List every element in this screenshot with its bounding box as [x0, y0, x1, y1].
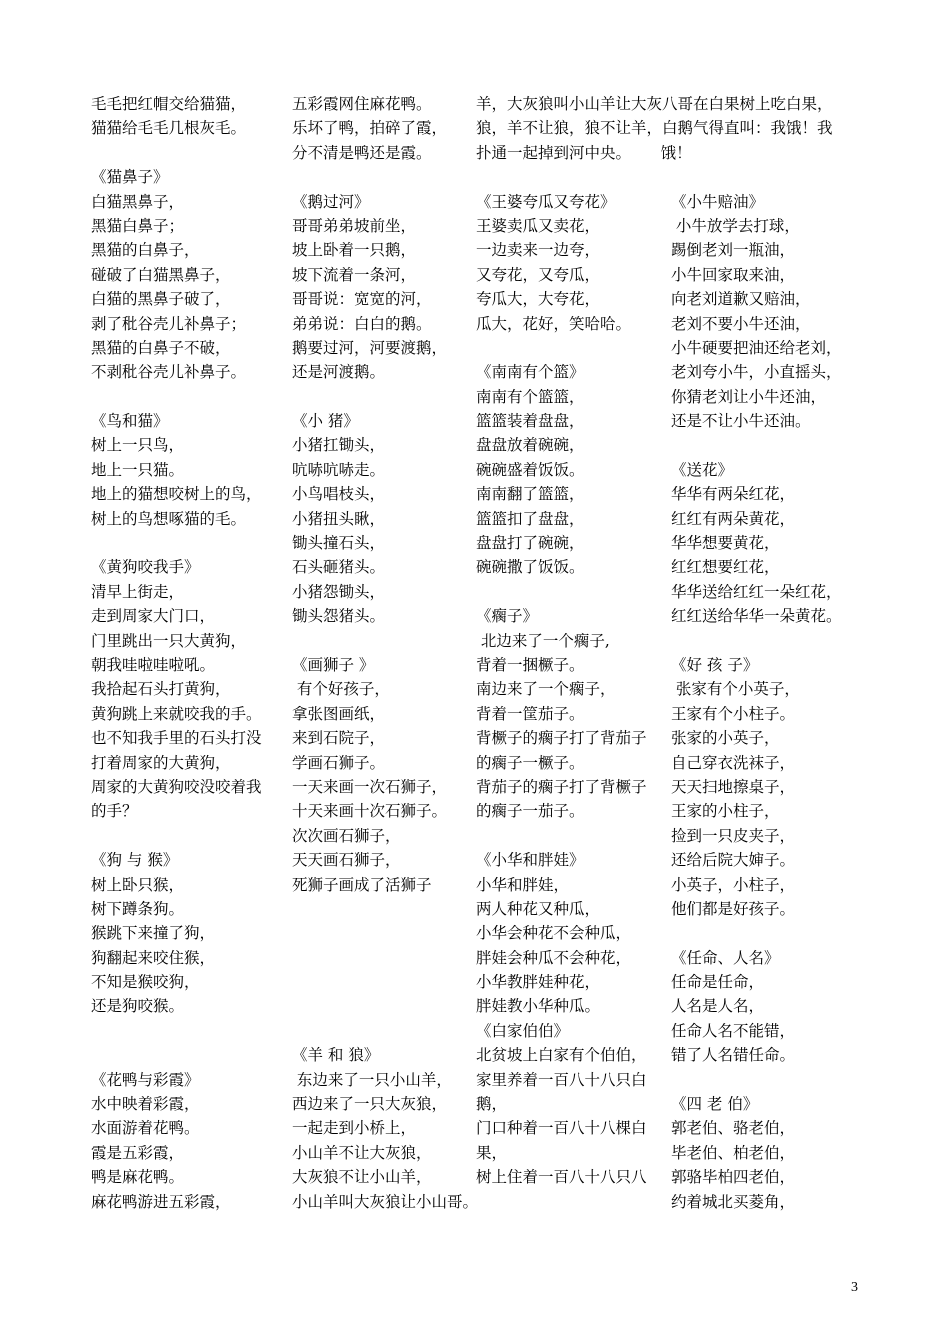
text-line: 向老刘道歉又赔油， — [671, 290, 811, 309]
text-line: 水中映着彩霞， — [91, 1095, 200, 1114]
text-line — [292, 994, 478, 1018]
text-line: 老刘不要小牛还油， — [671, 314, 811, 333]
text-line — [292, 921, 478, 945]
text-line: 华华想要黄花， — [671, 534, 780, 553]
text-line: 黄狗跳上来就咬我的手。 — [91, 704, 262, 723]
column-4 — [671, 92, 842, 1214]
text-line: 一天来画一次石狮子， — [292, 777, 448, 796]
text-line: 小牛放学去打球， — [671, 216, 800, 235]
text-line: 锄头怨猪头。 — [292, 607, 386, 626]
text-line: 你猜老刘让小牛还油， — [671, 387, 827, 406]
text-line: 背茄子的瘸子打了背橛子 — [476, 777, 647, 796]
text-line: 背着一捆橛子。 — [476, 655, 585, 674]
text-line: 郭骆毕柏四老伯， — [671, 1168, 796, 1187]
text-line: 小华教胖娃种花， — [476, 973, 601, 992]
text-line: 也不知我手里的石头打没 — [91, 729, 262, 748]
text-line: 《猫鼻子》 — [91, 168, 169, 187]
text-line — [292, 1019, 478, 1043]
text-line — [671, 165, 842, 189]
text-line: 毕老伯、柏老伯， — [671, 1143, 796, 1162]
text-line: 狼，羊不让狼，狼不让羊，白鹅气得直叫：我饿！我 — [476, 119, 833, 138]
text-line: 坡上卧着一只鹅， — [292, 241, 417, 260]
text-line: 胖娃会种瓜不会种花， — [476, 948, 632, 967]
text-line — [91, 141, 262, 165]
text-line: 盘盘放着碗碗， — [476, 436, 585, 455]
text-line: 任命是任命， — [671, 973, 765, 992]
text-line — [671, 92, 842, 116]
text-line: 约着城北买菱角， — [671, 1192, 796, 1211]
text-line: 的手？ — [91, 802, 138, 821]
text-line: 王婆卖瓜又卖花， — [476, 216, 601, 235]
text-line: 红红有两朵黄花， — [671, 509, 796, 528]
text-line: 《鹅过河》 — [292, 192, 370, 211]
text-line: 一起走到小桥上， — [292, 1119, 417, 1138]
text-line: 小猪扛锄头， — [292, 436, 386, 455]
text-line: 郭老伯、骆老伯， — [671, 1119, 796, 1138]
text-line: 还是不让小牛还油。 — [671, 412, 811, 431]
text-line — [671, 141, 842, 165]
text-line: 《王婆夸瓜又夸花》 — [476, 192, 616, 211]
text-line: 白猫黑鼻子， — [91, 192, 185, 211]
text-line: 碰破了白猫黑鼻子， — [91, 265, 231, 284]
text-line: 鸭是麻花鸭。 — [91, 1168, 185, 1187]
text-line: 南南翻了篮篮， — [476, 485, 585, 504]
text-line: 死狮子画成了活狮子 — [292, 875, 432, 894]
text-line: 树上卧只猴， — [91, 875, 185, 894]
text-line: 背橛子的瘸子打了背茄子 — [476, 729, 647, 748]
text-line: 十天来画十次石狮子。 — [292, 802, 448, 821]
text-line: 霞是五彩霞， — [91, 1143, 185, 1162]
text-line: 《任命、人名》 — [671, 948, 780, 967]
text-line: 小牛硬要把油还给老刘， — [671, 338, 842, 357]
text-line — [91, 531, 262, 555]
text-line: 打着周家的大黄狗， — [91, 753, 231, 772]
text-line: 《鸟和猫》 — [91, 412, 169, 431]
column-1 — [91, 92, 262, 1214]
text-line: 自己穿衣洗袜子， — [671, 753, 796, 772]
text-line: 朝我哇啦哇啦吼。 — [91, 655, 216, 674]
text-line: 《小华和胖娃》 — [476, 851, 585, 870]
text-line: 大灰狼不让小山羊， — [292, 1168, 432, 1187]
text-line — [91, 1019, 262, 1043]
text-line: 树上一只鸟， — [91, 436, 185, 455]
text-line: 篮篮装着盘盘， — [476, 412, 585, 431]
text-line: 还给后院大婶子。 — [671, 851, 796, 870]
text-line: 我拾起石头打黄狗， — [91, 680, 231, 699]
text-line — [91, 1043, 262, 1067]
text-line: 老刘夸小牛，小直摇头， — [671, 363, 842, 382]
text-line: 小山羊不让大灰狼， — [292, 1143, 432, 1162]
text-line: 小猪扭头瞅， — [292, 509, 386, 528]
text-line: 背着一筐茄子。 — [476, 704, 585, 723]
text-line: 《瘸子》 — [476, 607, 539, 626]
text-line — [292, 629, 478, 653]
text-line: 《画狮子 》 — [292, 655, 375, 674]
text-line: 《狗 与 猴》 — [91, 851, 179, 870]
text-line — [91, 385, 262, 409]
text-line: 北贫坡上白家有个伯伯， — [476, 1046, 647, 1065]
text-line: 《小 猪》 — [292, 412, 359, 431]
text-line: 猴跳下来撞了狗， — [91, 924, 216, 943]
text-line: 红红送给华华一朵黄花。 — [671, 607, 842, 626]
text-line: 小华会种花不会种瓜， — [476, 924, 632, 943]
text-line: 小猪怨锄头， — [292, 582, 386, 601]
text-line: 《南南有个篮》 — [476, 363, 585, 382]
text-line: 任命人名不能错， — [671, 1021, 796, 1040]
text-line: 分不清是鸭还是霞。 — [292, 143, 432, 162]
column-2 — [292, 92, 478, 1214]
text-line: 王家的小柱子， — [671, 802, 780, 821]
text-line: 门里跳出一只大黄狗， — [91, 631, 247, 650]
text-line: 弟弟说：白白的鹅。 — [292, 314, 432, 333]
text-line: 胖娃教小华种瓜。 — [476, 997, 601, 1016]
text-line: 小华和胖娃， — [476, 875, 570, 894]
text-line: 又夸花，又夸瓜， — [476, 265, 601, 284]
text-line: 黑猫的白鼻子不破， — [91, 338, 231, 357]
text-line: 西边来了一只大灰狼， — [292, 1095, 448, 1114]
text-line: 两人种花又种瓜， — [476, 899, 601, 918]
text-line: 地上一只猫。 — [91, 460, 185, 479]
text-line — [671, 1068, 842, 1092]
text-line: 《黄狗咬我手》 — [91, 558, 200, 577]
text-line: 黑猫的白鼻子， — [91, 241, 200, 260]
text-line — [671, 921, 842, 945]
text-line: 天天扫地擦桌子， — [671, 777, 796, 796]
text-line: 扑通一起掉到河中央。 饿！ — [476, 143, 692, 162]
text-line: 捡到一只皮夹子， — [671, 826, 796, 845]
text-line: 走到周家大门口， — [91, 607, 216, 626]
text-line: 锄头撞石头， — [292, 534, 386, 553]
text-line — [292, 165, 478, 189]
text-line: 不知是猴咬狗， — [91, 973, 200, 992]
text-line: 华华有两朵红花， — [671, 485, 796, 504]
text-line: 碗碗撒了饭饭。 — [476, 558, 585, 577]
text-line — [91, 824, 262, 848]
text-line: 还是河渡鹅。 — [292, 363, 386, 382]
text-line: 的瘸子一橛子。 — [476, 753, 585, 772]
text-line: 《羊 和 狼》 — [292, 1046, 380, 1065]
text-line: 南边来了一个瘸子， — [476, 680, 616, 699]
text-line: 哥哥说：宽宽的河， — [292, 290, 432, 309]
text-line: 夸瓜大，大夸花， — [476, 290, 601, 309]
text-line: 狗翻起来咬住猴， — [91, 948, 216, 967]
text-line — [671, 629, 842, 653]
text-line: 人名是人名， — [671, 997, 765, 1016]
text-line: 张家的小英子， — [671, 729, 780, 748]
text-line — [292, 897, 478, 921]
text-line: 黑猫白鼻子； — [91, 216, 185, 235]
text-line: 瓜大，花好，笑哈哈。 — [476, 314, 632, 333]
text-line: 哥哥弟弟坡前坐， — [292, 216, 417, 235]
text-line: 剥了秕谷壳儿补鼻子； — [91, 314, 247, 333]
text-line: 水面游着花鸭。 — [91, 1119, 200, 1138]
text-line: 《花鸭与彩霞》 — [91, 1070, 200, 1089]
text-line: 碗碗盛着饭饭。 — [476, 460, 585, 479]
text-line: 《小牛赔油》 — [671, 192, 765, 211]
text-line: 乐坏了鸭，拍碎了霞， — [292, 119, 448, 138]
text-line: 树上住着一百八十八只八 — [476, 1168, 647, 1187]
text-line: 有个好孩子， — [292, 680, 390, 699]
text-line: 石头砸猪头。 — [292, 558, 386, 577]
text-line: 错了人名错任命。 — [671, 1046, 796, 1065]
text-line: 次次画石狮子， — [292, 826, 401, 845]
text-line: 王家有个小柱子。 — [671, 704, 796, 723]
text-line — [292, 385, 478, 409]
text-line: 鹅， — [476, 1095, 508, 1114]
text-line: 踢倒老刘一瓶油， — [671, 241, 796, 260]
text-line: 《好 孩 子》 — [671, 655, 759, 674]
text-line: 毛毛把红帽交给猫猫， — [91, 95, 247, 113]
text-line — [292, 970, 478, 994]
text-line: 麻花鸭游进五彩霞， — [91, 1192, 231, 1211]
text-line: 天天画石狮子， — [292, 851, 401, 870]
text-line: 猫猫给毛毛几根灰毛。 — [91, 119, 247, 138]
text-line: 树上的鸟想啄猫的毛。 — [91, 509, 247, 528]
text-line — [671, 433, 842, 457]
text-line: 地上的猫想咬树上的鸟， — [91, 485, 262, 504]
text-line: 的瘸子一茄子。 — [476, 802, 585, 821]
page-number: 3 — [851, 1280, 858, 1295]
text-line: 小山羊叫大灰狼让小山哥。 — [292, 1192, 479, 1211]
text-line: 家里养着一百八十八只白 — [476, 1070, 647, 1089]
text-line: 果， — [476, 1143, 508, 1162]
text-line: 东边来了一只小山羊， — [292, 1070, 452, 1089]
text-line: 一边卖来一边夸， — [476, 241, 601, 260]
text-line: 羊，大灰狼叫小山羊让大灰八哥在白果树上吃白果， — [476, 95, 833, 113]
text-line: 《白家伯伯》 — [476, 1021, 570, 1040]
text-line: 来到石院子， — [292, 729, 386, 748]
text-line: 南南有个篮篮， — [476, 387, 585, 406]
text-line: 北边来了一个瘸子, — [476, 631, 610, 650]
text-line: 篮篮扣了盘盘， — [476, 509, 585, 528]
text-line: 吭哧吭哧走。 — [292, 460, 386, 479]
text-line: 小牛回家取来油， — [671, 265, 796, 284]
text-line: 盘盘打了碗碗， — [476, 534, 585, 553]
text-line: 华华送给红红一朵红花， — [671, 582, 842, 601]
text-line: 张家有个小英子， — [671, 680, 800, 699]
text-line: 坡下流着一条河， — [292, 265, 417, 284]
text-line: 门口种着一百八十八棵白 — [476, 1119, 647, 1138]
text-line: 鹅要过河，河要渡鹅， — [292, 338, 448, 357]
text-line: 红红想要红花， — [671, 558, 780, 577]
text-line: 清早上街走， — [91, 582, 185, 601]
text-line: 小鸟唱枝头， — [292, 485, 386, 504]
text-line: 小英子，小柱子， — [671, 875, 796, 894]
text-line — [671, 116, 842, 140]
text-line: 白猫的黑鼻子破了， — [91, 290, 231, 309]
text-line: 不剥秕谷壳儿补鼻子。 — [91, 363, 247, 382]
text-line: 他们都是好孩子。 — [671, 899, 796, 918]
text-line: 还是狗咬猴。 — [91, 997, 185, 1016]
text-line: 树下蹲条狗。 — [91, 899, 185, 918]
text-line: 《送花》 — [671, 460, 734, 479]
text-line — [292, 946, 478, 970]
text-line: 周家的大黄狗咬没咬着我 — [91, 777, 262, 796]
text-line: 《四 老 伯》 — [671, 1095, 759, 1114]
text-line: 拿张图画纸， — [292, 704, 386, 723]
text-line: 五彩霞网住麻花鸭。 — [292, 95, 432, 113]
text-line: 学画石狮子。 — [292, 753, 386, 772]
